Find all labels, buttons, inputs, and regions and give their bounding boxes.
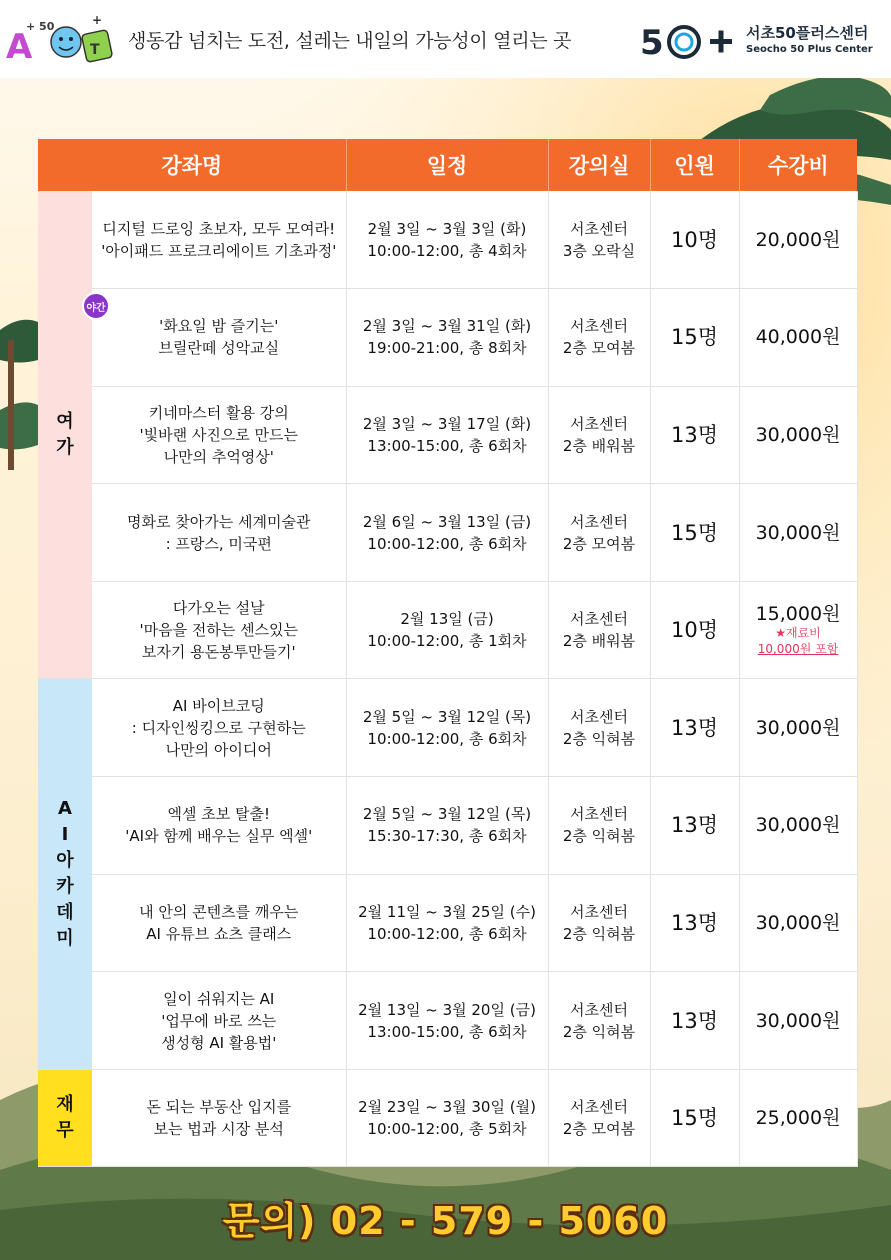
- course-fee: 30,000원: [739, 484, 857, 582]
- course-schedule: 2월 11일 ~ 3월 25일 (수) 10:00-12:00, 총 6회차: [346, 874, 548, 972]
- center-logo: [640, 18, 880, 62]
- course-name: 내 안의 콘텐츠를 깨우는 AI 유튜브 쇼츠 클래스: [92, 874, 346, 972]
- course-room: 서초센터 2층 모여봄: [548, 289, 650, 387]
- column-header-schedule: 일정: [346, 139, 548, 191]
- course-schedule: 2월 5일 ~ 3월 12일 (목) 15:30-17:30, 총 6회차: [346, 777, 548, 875]
- svg-text:5: 5: [640, 23, 664, 62]
- course-name: '화요일 밤 즐기는' 브릴란떼 성악교실: [92, 289, 346, 387]
- night-class-badge: 야간: [82, 292, 110, 320]
- center-name-en: Seocho 50 Plus Center: [746, 44, 873, 55]
- course-capacity: 13명: [650, 679, 739, 777]
- course-room: 서초센터 2층 모여봄: [548, 1069, 650, 1167]
- category-ai-academy: AI 아카데미: [38, 679, 92, 1069]
- category-finance: 재무: [38, 1069, 92, 1167]
- course-name: 명화로 찾아가는 세계미술관 : 프랑스, 미국편: [92, 484, 346, 582]
- course-schedule: 2월 3일 ~ 3월 3일 (화) 10:00-12:00, 총 4회차: [346, 191, 548, 289]
- course-fee: 30,000원: [739, 874, 857, 972]
- course-schedule: 2월 13일 ~ 3월 20일 (금) 13:00-15:00, 총 6회차: [346, 972, 548, 1070]
- table-row: [38, 484, 857, 582]
- course-schedule: 2월 5일 ~ 3월 12일 (목) 10:00-12:00, 총 6회차: [346, 679, 548, 777]
- course-capacity: 13명: [650, 386, 739, 484]
- course-name: 돈 되는 부동산 입지를 보는 법과 시장 분석: [92, 1069, 346, 1167]
- table-row: [38, 972, 857, 1070]
- course-fee: [739, 581, 857, 679]
- table-row: [38, 581, 857, 679]
- course-name: AI 바이브코딩 : 디자인씽킹으로 구현하는 나만의 아이디어: [92, 679, 346, 777]
- svg-text:T: T: [90, 42, 100, 58]
- course-schedule: 2월 3일 ~ 3월 31일 (화) 19:00-21:00, 총 8회차: [346, 289, 548, 387]
- program-logo-icon: [4, 10, 116, 66]
- header-bar: [0, 0, 891, 78]
- table-row: [38, 289, 857, 387]
- course-fee: 30,000원: [739, 777, 857, 875]
- course-capacity: 13명: [650, 874, 739, 972]
- header-slogan: 생동감 넘치는 도전, 설레는 내일의 가능성이 열리는 곳: [128, 30, 572, 52]
- center-name: 서초50플러스센터: [746, 24, 869, 42]
- course-room: 서초센터 2층 모여봄: [548, 484, 650, 582]
- seocho-50plus-logo-icon: [640, 18, 736, 62]
- course-room: 서초센터 2층 배워봄: [548, 386, 650, 484]
- course-name: 엑셀 초보 탈출! 'AI와 함께 배우는 실무 엑셀': [92, 777, 346, 875]
- svg-text:+: +: [92, 13, 103, 27]
- course-fee: 30,000원: [739, 679, 857, 777]
- table-row: [38, 874, 857, 972]
- course-room: 서초센터 2층 배워봄: [548, 581, 650, 679]
- table-header-row: [38, 139, 857, 191]
- column-header-fee: 수강비: [739, 139, 857, 191]
- table-row: [38, 191, 857, 289]
- course-capacity: 15명: [650, 289, 739, 387]
- contact-phone: 문의) 02 - 579 - 5060: [222, 1199, 669, 1243]
- course-capacity: 10명: [650, 191, 739, 289]
- course-schedule: 2월 23일 ~ 3월 30일 (월) 10:00-12:00, 총 5회차: [346, 1069, 548, 1167]
- course-schedule-table: [38, 139, 858, 1167]
- column-header-room: 강의실: [548, 139, 650, 191]
- column-header-count: 인원: [650, 139, 739, 191]
- category-leisure: 여가: [38, 191, 92, 679]
- course-room: 서초센터 2층 익혀봄: [548, 972, 650, 1070]
- fee-amount: 15,000원: [755, 603, 841, 626]
- course-capacity: 15명: [650, 484, 739, 582]
- course-capacity: 13명: [650, 972, 739, 1070]
- course-name: 다가오는 설날 '마음을 전하는 센스있는 보자기 용돈봉투만들기': [92, 581, 346, 679]
- table-row: [38, 777, 857, 875]
- course-schedule: 2월 6일 ~ 3월 13일 (금) 10:00-12:00, 총 6회차: [346, 484, 548, 582]
- course-fee: 20,000원: [739, 191, 857, 289]
- course-fee: 40,000원: [739, 289, 857, 387]
- course-room: 서초센터 2층 익혀봄: [548, 874, 650, 972]
- course-name: 키네마스터 활용 강의 '빛바랜 사진으로 만드는 나만의 추억영상': [92, 386, 346, 484]
- course-fee: 30,000원: [739, 972, 857, 1070]
- course-name: 디지털 드로잉 초보자, 모두 모여라! '아이패드 프로크리에이트 기초과정': [92, 191, 346, 289]
- course-name: 일이 쉬워지는 AI '업무에 바로 쓰는 생성형 AI 활용법': [92, 972, 346, 1070]
- table-row: [38, 679, 857, 777]
- course-room: 서초센터 2층 익혀봄: [548, 679, 650, 777]
- svg-text:A: A: [6, 27, 33, 66]
- table-row: [38, 386, 857, 484]
- table-row: [38, 1069, 857, 1167]
- course-schedule: 2월 13일 (금) 10:00-12:00, 총 1회차: [346, 581, 548, 679]
- course-capacity: 13명: [650, 777, 739, 875]
- material-fee-note: ★재료비: [775, 626, 821, 641]
- course-room: 서초센터 3층 오락실: [548, 191, 650, 289]
- course-capacity: 15명: [650, 1069, 739, 1167]
- course-fee: 30,000원: [739, 386, 857, 484]
- course-fee: 25,000원: [739, 1069, 857, 1167]
- svg-text:+ 50: + 50: [26, 20, 55, 33]
- column-header-course: 강좌명: [38, 139, 346, 191]
- course-capacity: 10명: [650, 581, 739, 679]
- course-room: 서초센터 2층 익혀봄: [548, 777, 650, 875]
- course-schedule: 2월 3일 ~ 3월 17일 (화) 13:00-15:00, 총 6회차: [346, 386, 548, 484]
- material-fee-amount: 10,000원 포함: [757, 642, 839, 657]
